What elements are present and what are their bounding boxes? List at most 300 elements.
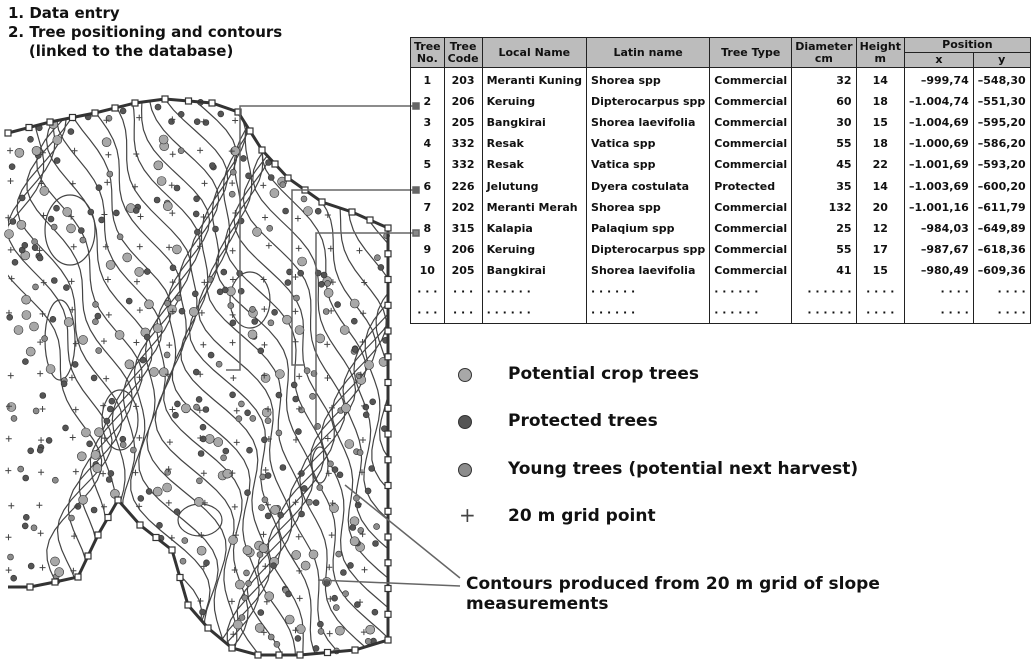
- tree-marker: [8, 554, 14, 560]
- tree-marker: [285, 280, 291, 286]
- tree-marker: [28, 563, 34, 569]
- boundary-marker: [385, 611, 391, 617]
- tree-marker: [250, 415, 256, 421]
- tree-marker: [336, 551, 342, 557]
- tree-marker: [80, 237, 86, 243]
- grid-point: [70, 568, 76, 574]
- table-cell: · · ·: [444, 281, 482, 302]
- tree-marker: [174, 185, 180, 191]
- tree-marker: [316, 334, 325, 343]
- tree-marker: [230, 169, 236, 175]
- tree-marker: [63, 425, 69, 431]
- tree-marker: [239, 615, 245, 621]
- boundary-marker: [186, 98, 192, 104]
- tree-marker: [32, 245, 38, 251]
- tree-marker: [157, 522, 163, 528]
- table-body: [411, 68, 1031, 324]
- grid-point: [40, 311, 46, 317]
- tree-marker: [221, 455, 227, 461]
- table-cell: · · · ·: [973, 281, 1030, 302]
- tree-marker: [78, 228, 84, 234]
- tree-marker: [250, 306, 256, 312]
- grid-point: [38, 530, 44, 536]
- boundary-marker: [169, 547, 175, 553]
- tree-marker: [267, 225, 273, 231]
- tree-marker: [63, 207, 72, 216]
- tree-marker: [88, 209, 94, 215]
- table-cell: Kalapia: [482, 218, 586, 239]
- table-cell: Dipterocarpus spp: [587, 91, 710, 112]
- tree-marker: [11, 415, 17, 421]
- table-row: [411, 302, 1031, 324]
- table-cell: Commercial: [710, 112, 792, 133]
- table-cell: Shorea laevifolia: [587, 260, 710, 281]
- tree-marker: [18, 466, 24, 472]
- tree-marker: [348, 562, 354, 568]
- tree-marker: [28, 136, 34, 142]
- table-cell: 332: [444, 133, 482, 154]
- grid-point: [230, 375, 236, 381]
- table-cell: Commercial: [710, 197, 792, 218]
- grid-point: [133, 339, 139, 345]
- grid-point: [260, 182, 266, 188]
- table-row: [411, 281, 1031, 302]
- grid-point: [38, 181, 44, 187]
- tree-marker: [238, 401, 244, 407]
- grid-point: [201, 470, 207, 476]
- table-cell: –600,20: [973, 175, 1030, 196]
- tree-marker: [194, 229, 200, 235]
- header-tree-code: Tree Code: [444, 38, 482, 68]
- grid-point: [234, 408, 240, 414]
- boundary-marker: [352, 647, 358, 653]
- header-tree-type: Tree Type: [710, 38, 792, 68]
- tree-marker: [296, 625, 305, 634]
- tree-marker: [253, 227, 262, 236]
- table-cell: –649,89: [973, 218, 1030, 239]
- tree-marker: [235, 580, 244, 589]
- grid-point: [71, 533, 77, 539]
- tree-marker: [218, 111, 224, 117]
- tree-marker: [228, 303, 234, 309]
- grid-point: [133, 151, 139, 157]
- tree-marker: [304, 368, 310, 374]
- tree-marker: [154, 161, 163, 170]
- tree-marker: [104, 418, 110, 424]
- tree-marker: [357, 450, 363, 456]
- tree-marker: [53, 136, 62, 145]
- tree-marker: [245, 490, 251, 496]
- tree-marker: [351, 318, 357, 324]
- tree-marker: [197, 546, 206, 555]
- tree-marker: [274, 641, 280, 647]
- grid-point: [6, 436, 12, 442]
- tree-marker: [203, 407, 209, 413]
- table-cell: 25: [792, 218, 856, 239]
- grid-point: [296, 534, 302, 540]
- table-cell: · · · · · ·: [792, 281, 856, 302]
- boundary-marker: [205, 625, 211, 631]
- boundary-marker: [272, 161, 278, 167]
- grid-point: [170, 151, 176, 157]
- tree-marker: [115, 330, 124, 339]
- tree-marker: [261, 437, 267, 443]
- tree-marker: [67, 224, 76, 233]
- tree-marker: [298, 257, 307, 266]
- tree-marker: [373, 541, 379, 547]
- tree-marker: [130, 447, 136, 453]
- tree-marker: [173, 412, 179, 418]
- tree-marker: [265, 513, 271, 519]
- grid-point: [40, 406, 46, 412]
- tree-marker: [22, 242, 28, 248]
- tree-marker: [12, 259, 18, 265]
- grid-point: [134, 279, 140, 285]
- tree-marker: [229, 191, 235, 197]
- tree-marker: [117, 234, 123, 240]
- boundary-marker: [385, 277, 391, 283]
- tree-marker: [30, 322, 39, 331]
- tree-marker: [15, 148, 24, 157]
- tree-marker: [193, 211, 199, 217]
- table-cell: Shorea spp: [587, 68, 710, 92]
- tree-marker: [262, 497, 268, 503]
- tree-marker: [33, 284, 39, 290]
- tree-marker: [68, 129, 74, 135]
- table-cell: Protected: [710, 175, 792, 196]
- tree-marker: [294, 295, 300, 301]
- tree-marker: [48, 216, 54, 222]
- grid-point: [169, 407, 175, 413]
- tree-marker: [332, 467, 338, 473]
- table-cell: –1.004,74: [904, 91, 973, 112]
- tree-marker: [280, 182, 286, 188]
- tree-marker: [315, 208, 321, 214]
- legend-label: 20 m grid point: [508, 506, 656, 526]
- tree-marker: [265, 418, 271, 424]
- tree-marker: [355, 502, 361, 508]
- tree-marker: [295, 429, 301, 435]
- tree-marker: [95, 313, 101, 319]
- tree-marker: [181, 404, 190, 413]
- tree-marker: [23, 475, 29, 481]
- tree-marker: [145, 300, 154, 309]
- tree-marker: [165, 469, 171, 475]
- tree-marker: [164, 352, 170, 358]
- tree-marker: [272, 309, 278, 315]
- tree-marker: [175, 295, 181, 301]
- grid-point: [38, 469, 44, 475]
- dark-dot-icon: [458, 415, 472, 429]
- table-cell: 4: [411, 133, 445, 154]
- grid-point: [166, 500, 172, 506]
- table-cell: 226: [444, 175, 482, 196]
- tree-marker: [342, 404, 351, 413]
- tree-marker: [221, 269, 227, 275]
- table-cell: 6: [411, 175, 445, 196]
- boundary-marker: [385, 637, 391, 643]
- tree-marker: [9, 164, 15, 170]
- tree-marker: [182, 538, 188, 544]
- grid-point: [296, 245, 302, 251]
- grid-point: [362, 567, 368, 573]
- tree-marker: [51, 557, 60, 566]
- table-cell: –548,30: [973, 68, 1030, 92]
- table-cell: 205: [444, 112, 482, 133]
- tree-marker: [150, 367, 159, 376]
- grid-point: [70, 434, 76, 440]
- boundary-marker: [385, 508, 391, 514]
- table-row: [411, 260, 1031, 281]
- grid-point: [5, 468, 11, 474]
- tree-marker: [61, 381, 67, 387]
- tree-marker: [286, 591, 292, 597]
- tree-marker: [37, 447, 43, 453]
- boundary-marker: [105, 515, 111, 521]
- tree-marker: [157, 177, 166, 186]
- table-row: [411, 112, 1031, 133]
- tree-marker: [153, 487, 162, 496]
- table-cell: 205: [444, 260, 482, 281]
- grid-point: [169, 210, 175, 216]
- table-cell: Jelutung: [482, 175, 586, 196]
- tree-marker: [350, 537, 359, 546]
- grid-point: [293, 437, 299, 443]
- tree-marker: [192, 291, 198, 297]
- tree-marker: [194, 404, 200, 410]
- boundary-marker: [27, 584, 33, 590]
- tree-marker: [365, 361, 374, 370]
- boundary-marker: [385, 405, 391, 411]
- tree-marker: [96, 348, 102, 354]
- boundary-marker: [52, 579, 58, 585]
- table-cell: · · · ·: [904, 302, 973, 324]
- steps-list: [8, 4, 282, 61]
- tree-marker: [243, 546, 252, 555]
- header-x: x: [904, 53, 973, 68]
- tree-marker: [306, 499, 312, 505]
- table-cell: Dipterocarpus spp: [587, 239, 710, 260]
- table-cell: –618,36: [973, 239, 1030, 260]
- tree-marker: [42, 336, 48, 342]
- table-cell: –551,30: [973, 91, 1030, 112]
- tree-marker: [196, 396, 202, 402]
- boundary-marker: [385, 225, 391, 231]
- table-cell: · · · · · ·: [482, 281, 586, 302]
- tree-marker: [365, 488, 371, 494]
- grid-point: [199, 310, 205, 316]
- tree-marker: [107, 406, 113, 412]
- tree-marker: [144, 269, 150, 275]
- tree-marker: [22, 311, 31, 320]
- grid-point: [103, 376, 109, 382]
- boundary-marker: [137, 522, 143, 528]
- tree-marker: [64, 318, 73, 327]
- tree-marker: [313, 645, 319, 651]
- tree-marker: [51, 224, 57, 230]
- table-cell: –611,79: [973, 197, 1030, 218]
- table-cell: Resak: [482, 154, 586, 175]
- table-cell: –984,03: [904, 218, 973, 239]
- tree-marker: [268, 175, 274, 181]
- tree-marker: [366, 625, 375, 634]
- tree-marker: [163, 483, 172, 492]
- tree-marker: [248, 330, 257, 339]
- header-latin-name: Latin name: [587, 38, 710, 68]
- boundary-marker: [385, 534, 391, 540]
- grid-point: [266, 243, 272, 249]
- table-cell: 9: [411, 239, 445, 260]
- tree-marker: [144, 334, 150, 340]
- tree-marker: [79, 495, 88, 504]
- tree-marker: [280, 465, 286, 471]
- grid-point: [295, 215, 301, 221]
- grid-point: [262, 563, 268, 569]
- boundary-marker: [47, 119, 53, 125]
- tree-marker: [352, 346, 358, 352]
- table-cell: · · · · · ·: [587, 302, 710, 324]
- table-cell: Dyera costulata: [587, 175, 710, 196]
- legend-label: Potential crop trees: [508, 364, 699, 384]
- tree-marker: [196, 478, 202, 484]
- tree-marker: [99, 217, 105, 223]
- boundary-marker: [92, 110, 98, 116]
- boundary-marker: [285, 175, 291, 181]
- grid-point: [197, 147, 203, 153]
- tree-marker: [350, 299, 359, 308]
- table-cell: Commercial: [710, 154, 792, 175]
- tree-marker: [159, 135, 168, 144]
- table-cell: Meranti Merah: [482, 197, 586, 218]
- tree-marker: [259, 505, 265, 511]
- tree-marker: [298, 270, 304, 276]
- tree-marker: [323, 309, 329, 315]
- table-cell: Commercial: [710, 133, 792, 154]
- table-cell: Shorea spp: [587, 197, 710, 218]
- tree-marker: [126, 298, 132, 304]
- tree-marker: [7, 314, 13, 320]
- table-cell: 332: [444, 154, 482, 175]
- tree-marker: [170, 265, 176, 271]
- boundary-marker: [385, 586, 391, 592]
- tree-marker: [26, 347, 35, 356]
- boundary-marker: [75, 574, 81, 580]
- tree-marker: [304, 207, 313, 216]
- tree-marker: [51, 278, 57, 284]
- contour-line: [272, 90, 416, 664]
- tree-marker: [5, 230, 14, 239]
- tree-marker: [293, 396, 299, 402]
- table-cell: Shorea laevifolia: [587, 112, 710, 133]
- tree-marker: [372, 609, 378, 615]
- boundary-marker: [385, 302, 391, 308]
- tree-marker: [7, 403, 16, 412]
- table-cell: 2: [411, 91, 445, 112]
- tree-marker: [233, 620, 242, 629]
- tree-marker: [222, 287, 228, 293]
- header-diameter: Diameter cm: [792, 38, 856, 68]
- boundary-marker: [112, 105, 118, 111]
- tree-markers: [5, 99, 390, 654]
- boundary-marker: [5, 130, 11, 136]
- grid-point: [137, 307, 143, 313]
- tree-marker: [223, 448, 229, 454]
- grid-point: [104, 179, 110, 185]
- table-cell: Bangkirai: [482, 112, 586, 133]
- tree-marker: [120, 442, 126, 448]
- grid-point: [327, 631, 333, 637]
- tree-marker: [213, 226, 219, 232]
- tree-marker: [240, 155, 246, 161]
- grid-point: [38, 437, 44, 443]
- grid-point: [198, 532, 204, 538]
- tree-marker: [54, 158, 60, 164]
- tree-marker: [261, 374, 270, 383]
- boundary-marker: [26, 125, 32, 131]
- tree-marker: [223, 469, 232, 478]
- tree-marker: [333, 605, 339, 611]
- grid-point: [105, 277, 111, 283]
- tree-marker: [374, 524, 380, 530]
- tree-marker: [324, 288, 333, 297]
- grid-point: [37, 371, 43, 377]
- tree-marker: [214, 438, 223, 447]
- tree-marker: [205, 434, 214, 443]
- grid-point: [8, 178, 14, 184]
- tree-marker: [50, 316, 56, 322]
- boundary-marker: [385, 431, 391, 437]
- tree-marker: [123, 253, 132, 262]
- tree-marker: [283, 208, 289, 214]
- table-cell: –586,20: [973, 133, 1030, 154]
- tree-marker: [40, 393, 46, 399]
- tree-marker: [135, 267, 144, 276]
- grid-point: [136, 435, 142, 441]
- plot-boundary: [8, 99, 388, 655]
- tree-marker: [146, 488, 152, 494]
- grid-point: [137, 244, 143, 250]
- table-row: [411, 239, 1031, 260]
- tree-marker: [153, 324, 162, 333]
- table-cell: · · · · · ·: [482, 302, 586, 324]
- tree-marker: [216, 361, 222, 367]
- grid-point: [71, 244, 77, 250]
- tree-marker: [271, 563, 277, 569]
- boundary-marker: [297, 652, 303, 658]
- table-cell: –1.000,69: [904, 133, 973, 154]
- table-cell: 32: [792, 68, 856, 92]
- table-cell: Meranti Kuning: [482, 68, 586, 92]
- tree-marker: [125, 360, 134, 369]
- tree-marker: [113, 210, 119, 216]
- tree-marker: [258, 348, 264, 354]
- tree-marker: [374, 255, 380, 261]
- boundary-marker: [367, 217, 373, 223]
- grid-point: [7, 148, 13, 154]
- tree-marker: [106, 260, 115, 269]
- boundary-marker: [177, 575, 183, 581]
- tree-marker: [17, 220, 26, 229]
- table-cell: 15: [856, 260, 904, 281]
- table-row: [411, 91, 1031, 112]
- table-cell: Vatica spp: [587, 133, 710, 154]
- tree-marker: [246, 173, 252, 179]
- tree-marker: [22, 359, 28, 365]
- tree-marker: [194, 119, 200, 125]
- table-cell: 14: [856, 175, 904, 196]
- tree-marker: [363, 412, 369, 418]
- header-position: Position: [904, 38, 1030, 53]
